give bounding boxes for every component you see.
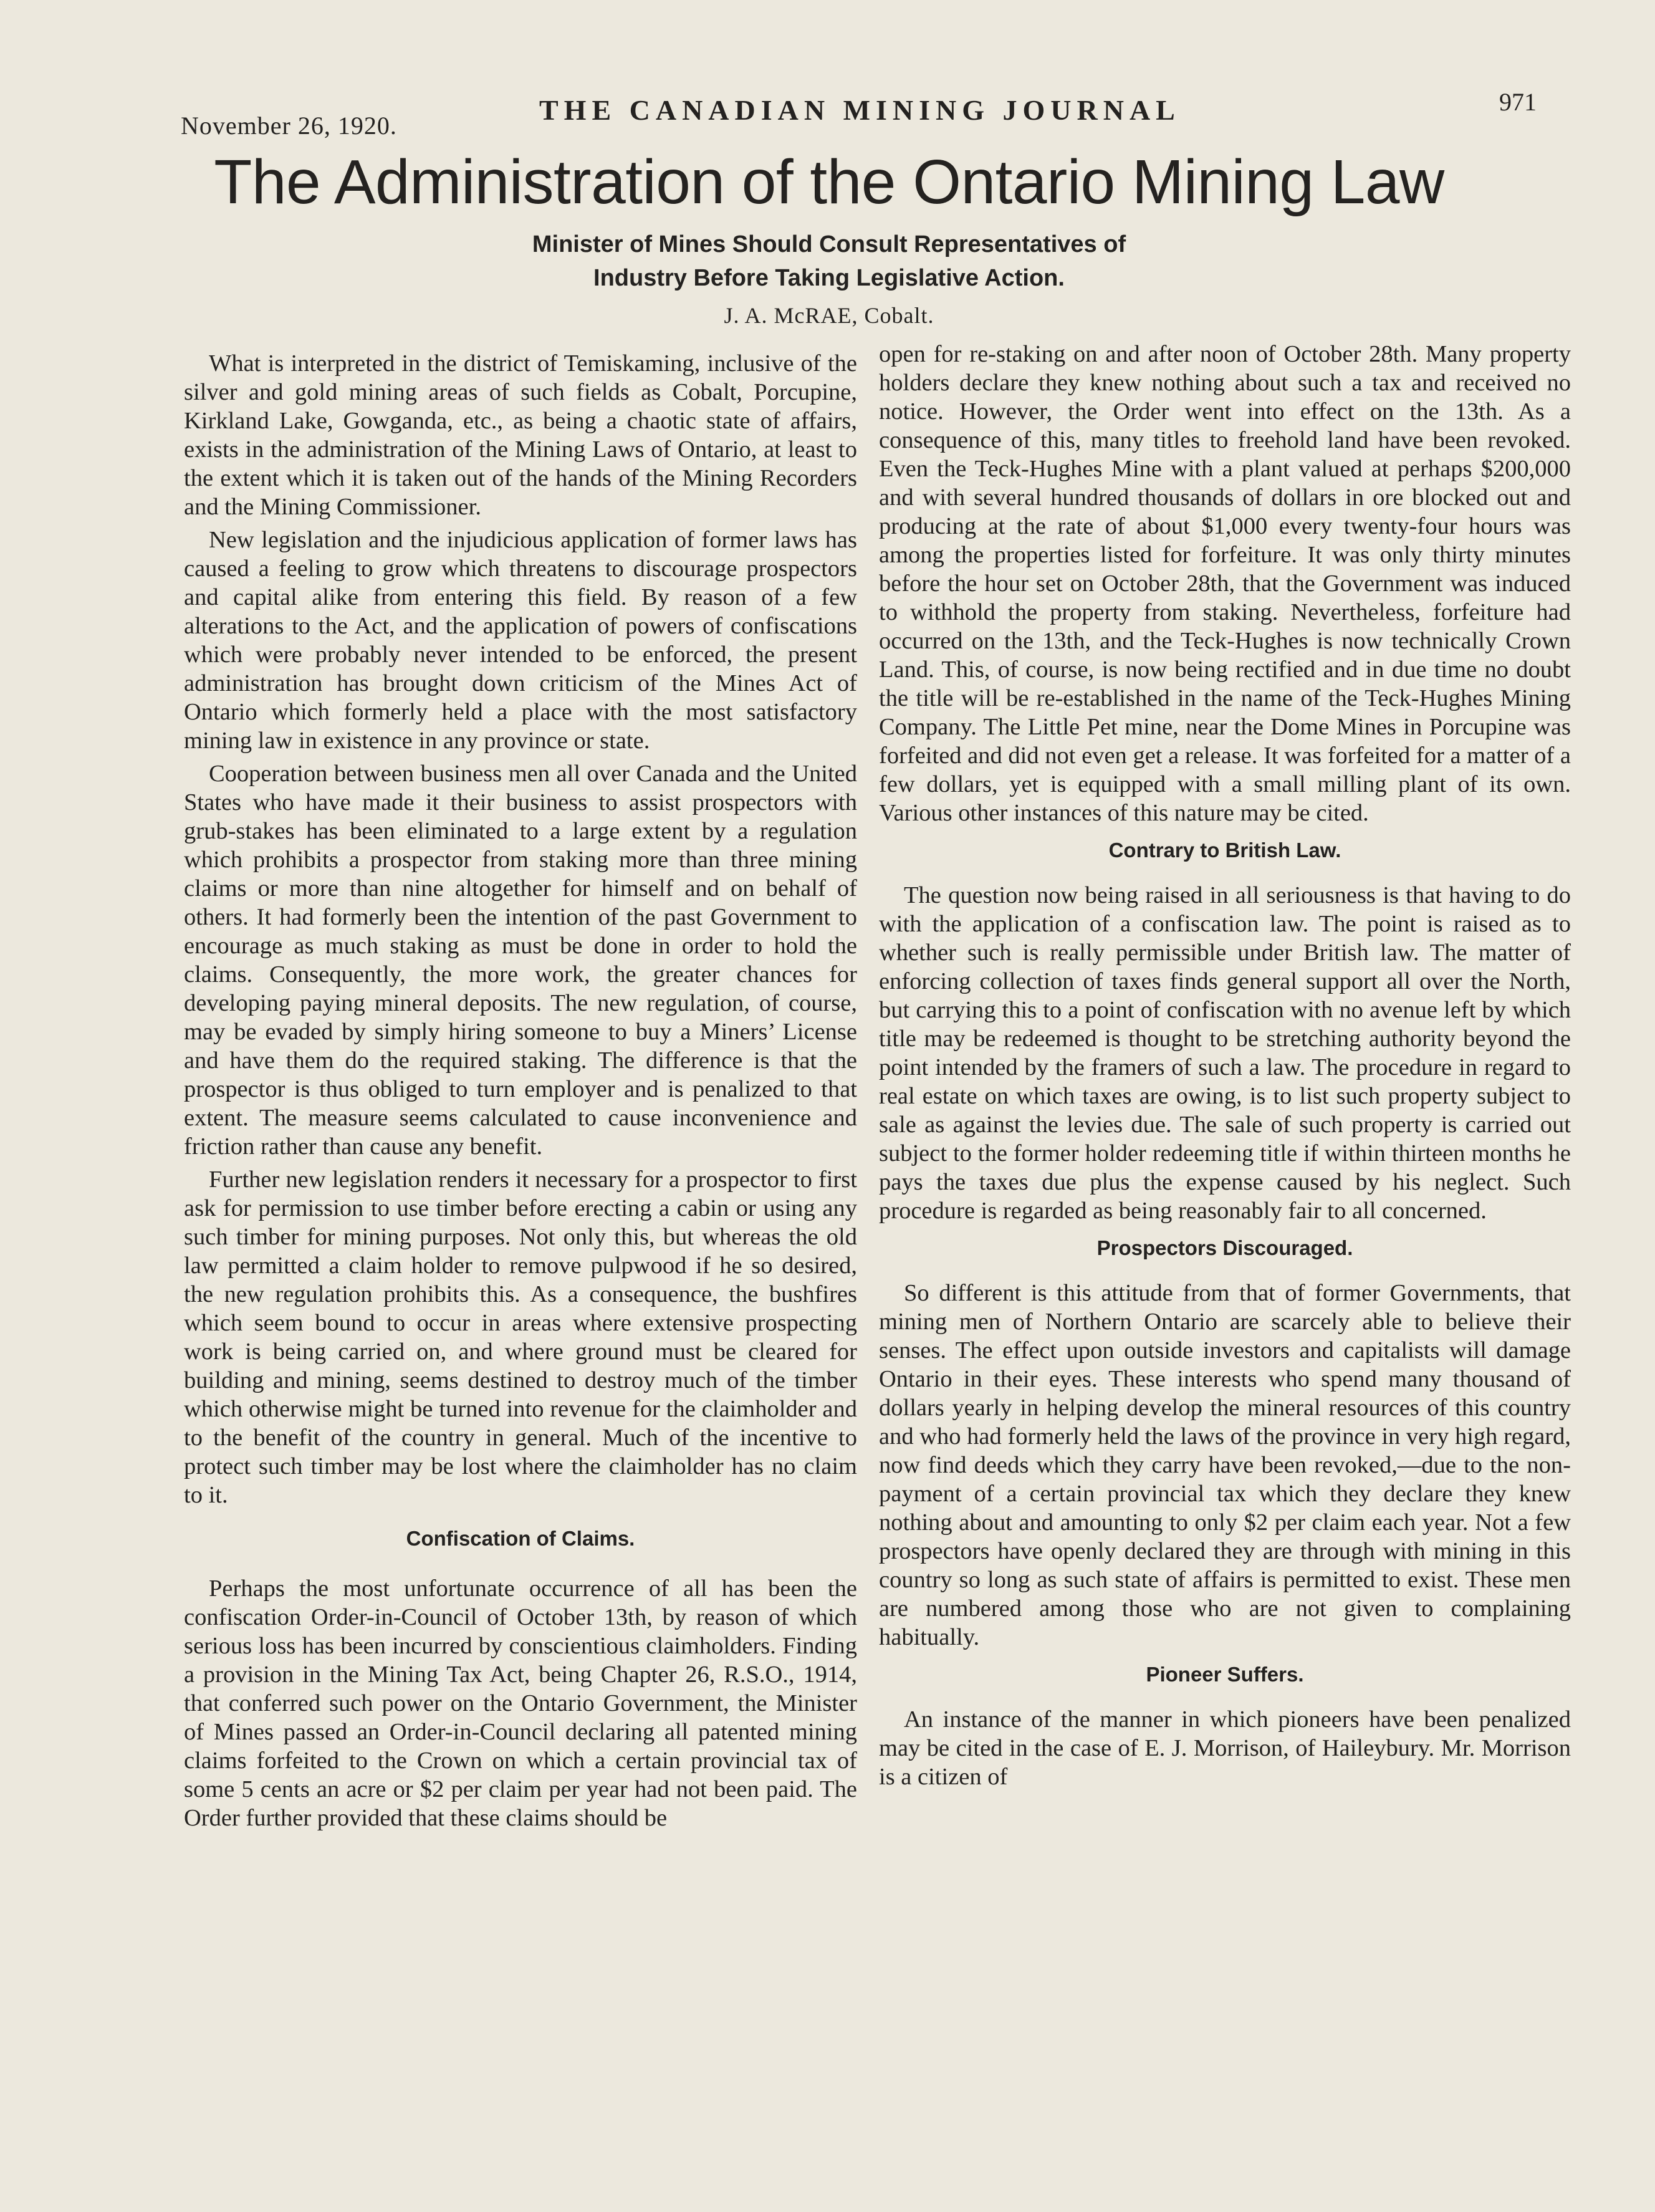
paragraph: open for re-staking on and after noon of October 28th. Many property holders declare they knew nothing about such a tax and received no notice. However, the Order went into effect on the 13th. As a consequence of this, many titles to freehold land have been revoked. Even the Teck-Hughes Mine with a plant valued at perhaps $200,000 and with several hundred thousands of dollars in ore blocked out and producing at the rate of about $1,000 every twenty-four hours was among the properties listed for forfeiture. It was only thirty minutes before the hour set on October 28th, that the Government was induced to withhold the property from staking. Nevertheless, forfeiture had occurred on the 13th, and the Teck-Hughes is now technically Crown Land. This, of course, is now being rectified and in due time no doubt the title will be re-established in the name of the Teck-Hughes Mining Company. The Little Pet mine, near the Dome Mines in Porcupine was forfeited and did not even get a release. It was forfeited for a matter of a few dollars, yet is equipped with a small milling plant of its own. Various other instances of this nature may be cited. (879, 341, 1571, 826)
running-head (181, 87, 1540, 140)
section-heading: Prospectors Discouraged. (1096, 1236, 1353, 1259)
byline: J. A. McRAE, Cobalt. (724, 303, 934, 328)
section-heading: Pioneer Suffers. (1146, 1663, 1304, 1686)
paragraph: Perhaps the most unfortunate occurrence of all has been the confiscation Order-in-Council of October 13th, by reason of which serious loss has been incurred by conscientious claimholders. Finding a provision in the Mining Tax Act, being Chapter 26, R.S.O., 1914, that conferred such power on the Ontario Government, the Minister of Mines passed an Order-in-Council declaring all patented mining claims forfeited to the Crown on which a certain provincial tax of some 5 cents an acre or $2 per claim per year had not been paid. The Order further provided that these claims should be (184, 1575, 857, 1831)
right-column (879, 340, 1571, 1796)
left-column (184, 349, 857, 1837)
paragraph: An instance of the manner in which pioneers have been penalized may be cited in the case of E. J. Morrison, of Haileybury. Mr. Morrison is a citizen of (879, 1706, 1571, 1790)
subtitle-line-1: Minister of Mines Should Consult Representatives of (532, 231, 1126, 257)
section-heading: Confiscation of Claims. (406, 1527, 635, 1550)
paragraph: New legislation and the injudicious application of former laws has caused a feeling to grow which threatens to discourage prospectors and capital alike from entering this field. By reason of a few alterations to the Act, and the application of powers of confiscations which were probably never intended to be enforced, the present administration has brought down criticism of the Mines Act of Ontario which formerly held a place with the most satisfactory mining law in existence in any province or state. (184, 527, 857, 754)
journal-name: THE CANADIAN MINING JOURNAL (539, 94, 1181, 126)
section-heading: Contrary to British Law. (1108, 839, 1341, 862)
paragraph: So different is this attitude from that of former Governments, that mining men of Northern Ontario are scarcely able to believe their senses. The effect upon outside investors and capitalists will damage Ontario in their eyes. These interests who spend many thousand of dollars yearly in helping develop the mineral resources of this country and who had formerly held the laws of the province in very high regard, now find deeds which they carry have been revoked,—due to the non-payment of a certain provincial tax which they declare they knew nothing about and amounting to only $2 per claim each year. Not a few prospectors have openly declared they are through with mining in this country so long as such state of affairs is permitted to exist. These men are numbered among those who are not given to complaining habitually. (879, 1280, 1571, 1650)
article-subtitle (374, 228, 1284, 295)
subtitle-line-2: Industry Before Taking Legislative Action. (593, 265, 1065, 291)
paragraph: The question now being raised in all seriousness is that having to do with the application of a confiscation law. The point is raised as to whether such is really permissible under British law. The matter of enforcing collection of taxes finds general support all over the North, but carrying this to a point of confiscation with no avenue left by which title may be redeemed is thought to be stretching authority beyond the point intended by the framers of such a law. The procedure in regard to real estate on which taxes are owing, is to list such property subject to sale as against the levies due. The sale of such property is carried out subject to the former holder redeeming title if within thirteen months he pays the taxes due plus the expense caused by his neglect. Such procedure is regarded as being reasonably fair to all concerned. (879, 882, 1571, 1224)
paragraph: What is interpreted in the district of Temiskaming, inclusive of the silver and gold mining areas of such fields as Cobalt, Porcupine, Kirkland Lake, Gowganda, etc., as being a chaotic state of affairs, exists in the administration of the Mining Laws of Ontario, at least to the extent which it is taken out of the hands of the Mining Recorders and the Mining Commissioner. (184, 350, 857, 520)
page-number: 971 (1499, 88, 1537, 116)
paragraph: Cooperation between business men all over Canada and the United States who have made it their business to assist prospectors with grub-stakes has been eliminated to a large extent by a regulation which prohibits a prospector from staking more than three mining claims or more than nine altogether for himself and on behalf of others. It had formerly been the intention of the past Government to encourage as much staking as must be done in order to hold the claims. Consequently, the more work, the greater chances for developing paying mineral deposits. The new regulation, of course, may be evaded by simply hiring someone to buy a Miners’ License and have them do the required staking. The difference is that the prospector is thus obliged to turn employer and is penalized to that extent. The measure seems calculated to cause inconvenience and friction rather than cause any benefit. (184, 761, 857, 1160)
issue-date: November 26, 1920. (181, 112, 397, 140)
article-title: The Administration of the Ontario Mining Law (214, 147, 1444, 217)
paragraph: Further new legislation renders it necessary for a prospector to first ask for permission to use timber before erecting a cabin or using any such timber for mining purposes. Not only this, but whereas the old law permitted a claim holder to remove pulpwood if he so desired, the new regulation prohibits this. As a consequence, the bushfires which seem bound to occur in areas where extensive prospecting work is being carried on, and where ground must be cleared for building and mining, seems destined to destroy much of the timber which otherwise might be turned into revenue for the claimholder and to the benefit of the country in general. Much of the incentive to protect such timber may be lost where the claimholder has no claim to it. (184, 1166, 857, 1508)
